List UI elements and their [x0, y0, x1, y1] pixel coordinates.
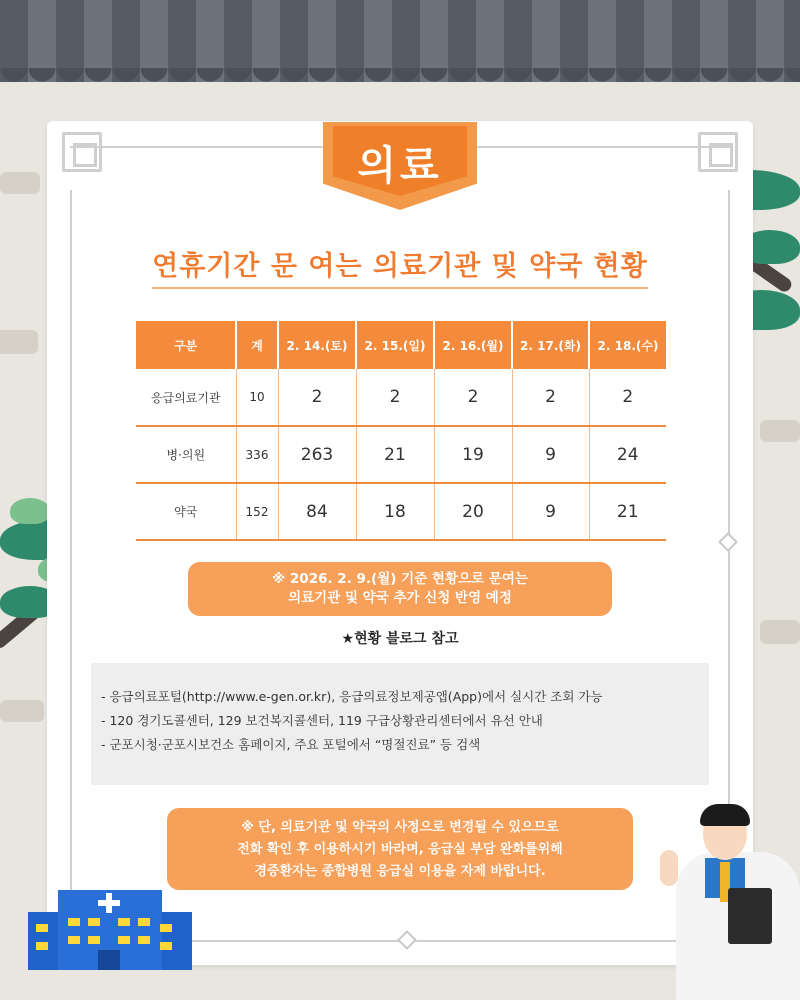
- page-title: 연휴기간 문 여는 의료기관 및 약국 현황: [152, 251, 648, 282]
- row-label: 응급의료기관: [136, 369, 236, 426]
- table-cell: 152: [236, 483, 278, 540]
- info-box: [91, 663, 709, 785]
- column-header: 2. 17.(화): [512, 321, 589, 369]
- info-line: - 군포시청·군포시보건소 홈페이지, 주요 포털에서 “명절진료” 등 검색: [101, 737, 481, 752]
- table-cell: 19: [434, 426, 512, 483]
- notice-line: 전화 확인 후 이용하시기 바라며, 응급실 부담 완화를위해: [237, 842, 563, 857]
- table-cell: 9: [512, 426, 589, 483]
- wall-stone: [0, 330, 38, 354]
- table-cell: 263: [278, 426, 356, 483]
- table-cell: 21: [589, 483, 666, 540]
- blog-reference: ★현황 블로그 참고: [341, 631, 459, 647]
- notice-line: ※ 단, 의료기관 및 약국의 사정으로 변경될 수 있으므로: [241, 820, 559, 835]
- notice-line: 의료기관 및 약국 추가 신청 반영 예정: [288, 590, 512, 606]
- notice-line: ※ 2026. 2. 9.(월) 기준 현황으로 문여는: [272, 571, 528, 587]
- table-cell: 20: [434, 483, 512, 540]
- table-cell: 18: [356, 483, 434, 540]
- notice-line: 경증환자는 종합병원 응급실 이용을 자제 바랍니다.: [254, 864, 546, 879]
- info-line: - 120 경기도콜센터, 129 보건복지콜센터, 119 구급상황관리센터에서 유선 안내: [101, 713, 543, 728]
- table-cell: 9: [512, 483, 589, 540]
- table-cell: 2: [434, 369, 512, 426]
- column-header: 계: [236, 321, 278, 369]
- update-notice: [188, 562, 612, 616]
- wall-stone: [0, 700, 44, 722]
- row-label: 병·의원: [136, 426, 236, 483]
- table-header-row: [136, 321, 666, 369]
- info-line: - 응급의료포털(http://www.e-gen.or.kr), 응급의료정보제공앱(App)에서 실시간 조회 가능: [101, 689, 603, 704]
- title-underline: [152, 287, 648, 289]
- column-header: 2. 16.(월): [434, 321, 512, 369]
- wall-stone: [0, 172, 40, 194]
- table-cell: 24: [589, 426, 666, 483]
- table-cell: 2: [356, 369, 434, 426]
- column-header: 2. 14.(토): [278, 321, 356, 369]
- roof-tiles: [0, 0, 800, 82]
- table-cell: 2: [589, 369, 666, 426]
- corner-knot-icon: [698, 132, 738, 172]
- table-cell: 2: [278, 369, 356, 426]
- corner-knot-icon: [62, 132, 102, 172]
- table-row: [136, 426, 666, 483]
- column-header: 2. 18.(수): [589, 321, 666, 369]
- card-frame: [70, 190, 72, 940]
- column-header: 구분: [136, 321, 236, 369]
- wall-stone: [760, 420, 800, 442]
- caution-notice: [167, 808, 633, 890]
- table-cell: 10: [236, 369, 278, 426]
- table-cell: 336: [236, 426, 278, 483]
- column-header: 2. 15.(일): [356, 321, 434, 369]
- row-label: 약국: [136, 483, 236, 540]
- category-label: 의료: [357, 143, 443, 189]
- table-cell: 84: [278, 483, 356, 540]
- table-cell: 2: [512, 369, 589, 426]
- institution-status-table: [136, 321, 666, 541]
- table-cell: 21: [356, 426, 434, 483]
- table-row: [136, 483, 666, 540]
- table-row: [136, 369, 666, 426]
